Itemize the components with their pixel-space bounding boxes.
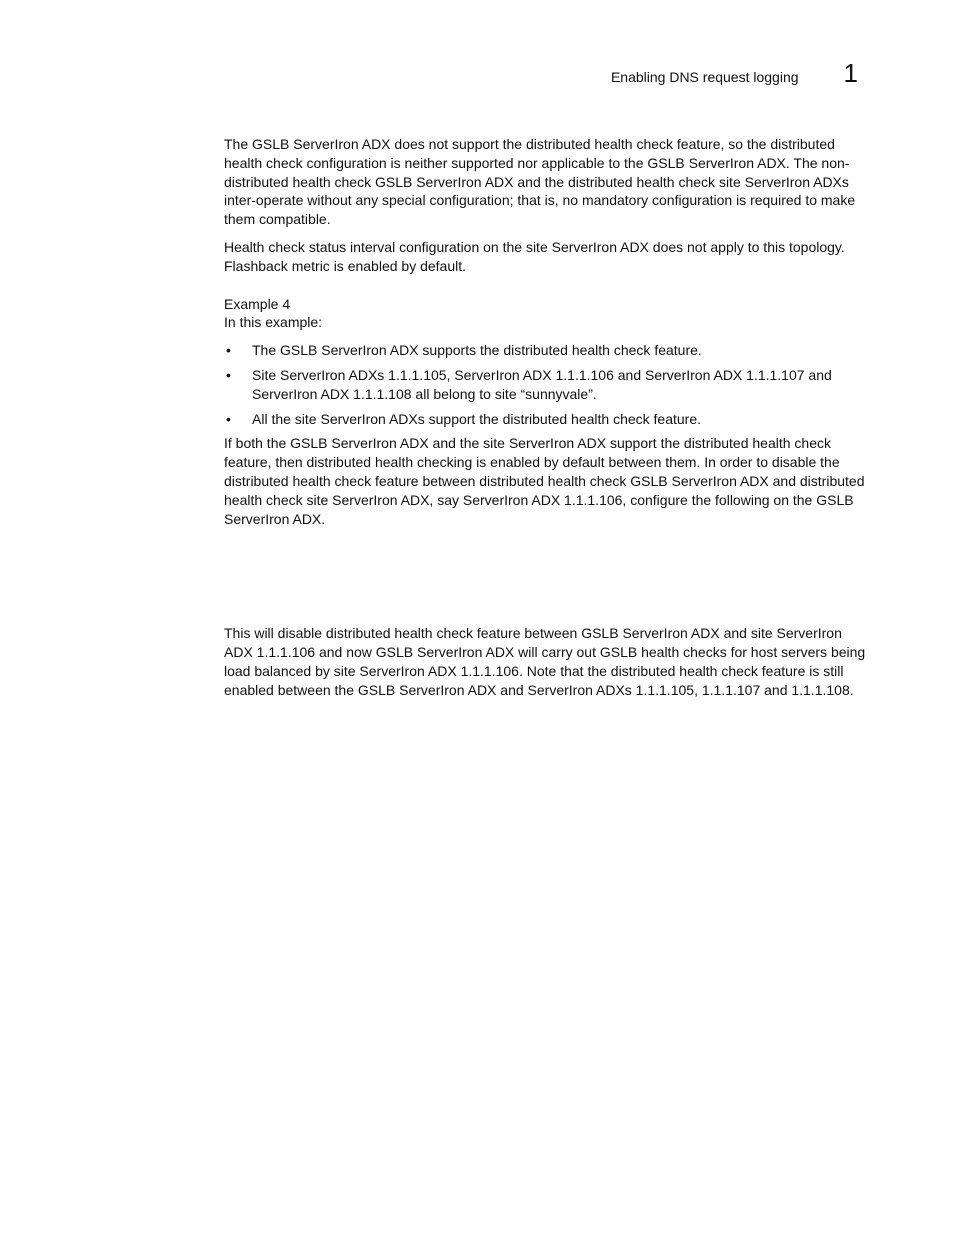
- example-heading: Example 4: [224, 295, 291, 312]
- bullet-icon: •: [226, 410, 231, 427]
- paragraph-result: This will disable distributed health check feature between GSLB ServerIron ADX and site ServerIron ADX 1.1.1.106 and now GSLB ServerIron ADX will carry out GSLB health checks for host servers being load balanced by site ServerIron ADX 1.1.1.106. Note that the distributed health check feature is still enabled between the GSLB ServerIron ADX and ServerIron ADXs 1.1.1.105, 1.1.1.107 and 1.1.1.108.: [224, 625, 866, 698]
- list-item-text: All the site ServerIron ADXs support the distributed health check feature.: [252, 410, 702, 427]
- bullet-icon: •: [226, 342, 231, 359]
- list-item: [224, 366, 870, 404]
- chapter-number: 1: [843, 58, 858, 88]
- list-item-text: Site ServerIron ADXs 1.1.1.105, ServerIron ADX 1.1.1.106 and ServerIron ADX 1.1.1.107 and ServerIron ADX 1.1.1.108 all belong to site “sunnyvale”.: [252, 366, 832, 402]
- bullet-icon: •: [226, 366, 231, 383]
- blank-space: [224, 537, 870, 624]
- list-item: [224, 341, 870, 360]
- example-intro: In this example:: [224, 314, 323, 331]
- example-bullet-list: [224, 341, 870, 428]
- paragraph-gslb-support: The GSLB ServerIron ADX does not support the distributed health check feature, so the distributed health check configuration is neither supported nor applicable to the GSLB ServerIron ADX. The non-distributed health check GSLB ServerIron ADX and the distributed health check site ServerIron ADXs inter-operate without any special configuration; that is, no mandatory configuration is required to make them compatible.: [224, 136, 856, 228]
- paragraph-health-check-interval: Health check status interval configuration on the site ServerIron ADX does not apply to this topology. Flashback metric is enabled by default.: [224, 238, 845, 274]
- section-title: Enabling DNS request logging: [610, 68, 799, 85]
- page-header: [611, 58, 858, 89]
- list-item-text: The GSLB ServerIron ADX supports the distributed health check feature.: [252, 342, 702, 359]
- paragraph-disable-instructions: If both the GSLB ServerIron ADX and the site ServerIron ADX support the distributed health check feature, then distributed health checking is enabled by default between them. In order to disable the distributed health check feature between distributed health check GSLB ServerIron ADX and distributed health check site ServerIron ADX, say ServerIron ADX 1.1.1.106, configure the following on the GSLB ServerIron ADX.: [224, 435, 865, 527]
- page-body: [224, 135, 870, 709]
- list-item: [224, 410, 870, 429]
